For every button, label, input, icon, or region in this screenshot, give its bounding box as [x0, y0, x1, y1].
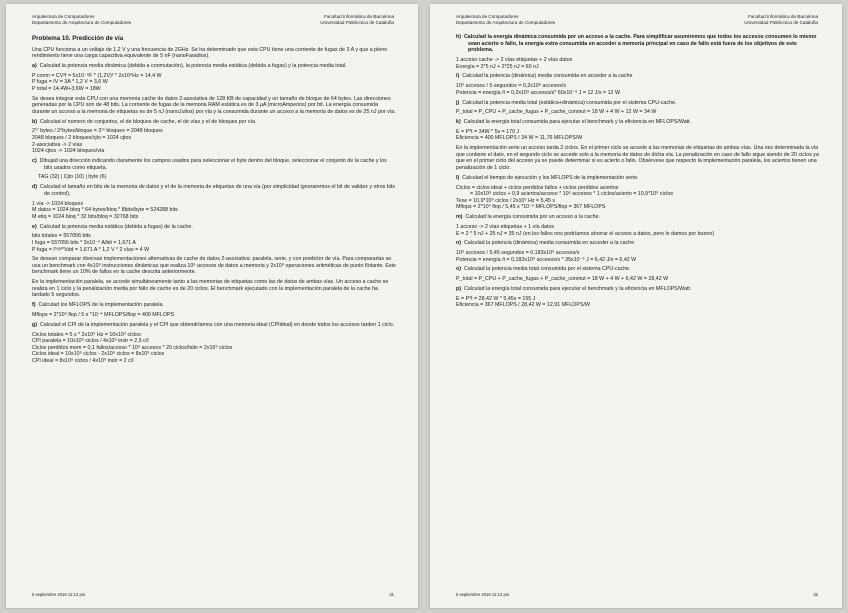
header-university: Universidad Politécnica de Cataluña: [320, 20, 394, 25]
answer-c: TAG (32) | Cjto (10) | byte (6): [38, 174, 107, 181]
intro-paragraph: Una CPU funciona a un voltaje de 1,2 V y una frecuencia de 2GHz. Se ha determinado que esta CPU tiene una corriente de fugas de 3 A y que a pleno rendimiento tiene una carga capacitiva equivalente de 5 nF (nanoFaradios).: [32, 46, 388, 60]
header-dept: Departamento de Arquitectura de Computadores: [32, 20, 132, 25]
question-a: a) Calculad la potencia media dinámica (debida a conmutación), la potencia media estática (debida a fugas) y la potencia media total.: [32, 62, 347, 69]
answer-d: 1 vía -> 1024 bloques M datos = 1024 bloq * 64 bytes/bloq * 8bits/byte = 524288 bits M etiq = 1024 bloq * 32 bits/bloq = 32768 bits: [32, 200, 178, 220]
page-left: [6, 4, 418, 608]
question-g: g) Calculad el CPI de la implementación paralela y el CPI que obtendríamos con una memoria ideal (CPIideal) en donde todos los accesos tarden 1 ciclo.: [32, 321, 395, 328]
question-j: j) Calculad la potencia media total (estática+dinámica) consumida por el sistema CPU-cache.: [456, 99, 677, 106]
page-footer: [32, 592, 394, 598]
question-m: m) Calculad la energía consumida por un acceso a la cache.: [456, 214, 601, 221]
answer-o: P_total = P_CPU + P_cache_fugas + P_cache_conmut = 18 W + 4 W + 6,42 W = 28,42 W: [456, 276, 669, 283]
header-faculty: Facultad Informática de Barcelona: [748, 14, 818, 19]
answer-k: E = P*t = 34W * 5s = 170 J Eficiencia = 400 MFLOPS / 34 W = 11,76 MFLOPS/W: [456, 128, 583, 142]
page-number: 31: [389, 592, 394, 597]
header-course: Arquitectura de Computadores: [32, 14, 95, 19]
header-university: Universidad Politécnica de Cataluña: [744, 20, 818, 25]
answer-m: 1 acceso -> 2 vías etiquetas + 1 vía datos E = 2 * 5 nJ + 25 nJ = 35 nJ (en los fallos nos podríamos ahorrar el acceso a datos, pero lo damos por bueno): [456, 223, 715, 237]
page-header: [32, 14, 394, 34]
parallel-paragraph: En la implementación paralela, se accede simultáneamente tanto a las memorias de etiquetas como las de datos de ambas vías. Un acceso a cache se realiza en 1 ciclo y la penalización media por fallo de cache es de 20 ciclos. El benchmark ejecutado con la implementación paralela de la cache ha tardado 5 segundos.: [32, 279, 389, 299]
question-b: b) Calculad el numero de conjuntos, el de bloques de cache, el de vías y el de bloques por vía.: [32, 118, 257, 125]
page-footer: [456, 592, 818, 598]
answer-b: 2¹⁷ bytes / 2⁶bytes/bloque = 2¹¹ bloques = 2048 bloques 2048 bloques / 2 bloques/cjto = 1024 cjtos 2-asociativa -> 2 vías 1024 cjtos -> 1024 bloques/vía: [32, 128, 163, 155]
serie-paragraph: En la implementación serie un acceso tarda 2 ciclos. En el primer ciclo se accede a las memorias de etiquetas de ambas vías. Una vez determinada la vía que contiene el dato, en el segundo ciclo se accede solo a la memoria de datos de dicha vía. La penalización en caso de fallo sigue siendo de 20 ciclos ya que en el primer ciclo del acceso ya se puede determinar si es acierto o fallo. Obsérvese que respecto la implementación paralela, los aciertos tienen una penalización de 1 ciclo.: [456, 145, 819, 171]
question-k: k) Calculad la energía total consumida para ejecutar el benchmark y la eficiencia en MFLOPS/Watt.: [456, 119, 692, 126]
header-course: Arquitectura de Computadores: [456, 14, 519, 19]
cache-paragraph: Se desea integrar esta CPU con una memoria cache de datos 2-asociativa de 128 KB de capacidad y un tamaño de bloque de 64 bytes. Las direcciones generadas por la CPU son de 48 bits. La corriente de fugas de la memoria RAM estática es de 3 µA (microAmperios) por bit. La energía consumida durante un acceso a la memoria de etiquetas es de 5 nJ (nanoJulios) por vía y la consumida durante un acceso a la memoria de datos es de 25 nJ por vía.: [32, 95, 396, 115]
page-number: 32: [813, 592, 818, 597]
question-f: f) Calculad los MFLOPS de la implementación paralela.: [32, 302, 164, 309]
page-header: [456, 14, 818, 34]
page-content: [32, 36, 396, 368]
answer-g: Ciclos totales = 5 s * 2x10⁹ Hz = 10x10⁹ ciclos CPI paralela = 10x10⁹ ciclos / 4x10⁹ instr = 2,5 c/I Ciclos perdidos mem = 0,1 fallos/acceso * 10⁹ accesos * 20 ciclos/fallo = 2x10⁹ ciclos Ciclos ideal = 10x10⁹ ciclos - 2x10⁹ ciclos = 8x10⁹ ciclos CPI ideal = 8x10⁹ ciclos / 4x10⁹ instr = 2 c/I: [32, 331, 233, 364]
footer-date: 5 septiembre 2016 12:12 pm: [32, 592, 86, 597]
answer-i: 10⁹ accesos / 5 segundos = 0,2x10⁹ accesos/s Potencia = energía /t = 0,2x10⁹ accesos/s* 60x10⁻⁹ J = 12 J/s = 12 W: [456, 83, 620, 96]
answer-p: E = P*t = 28,42 W * 5,45s = 155 J Eficiencia = 367 MFLOPS / 28,42 W = 12,91 MFLOPS/W: [456, 295, 590, 309]
page-right: [430, 4, 842, 608]
question-h: h) Calculad la energía dinámica consumida por un acceso a la cache. Para simplificar asumiremos que todos los accesos consumen lo mismo sean acierto o fallo, la energía extra consumida en acceder a memoria principal en caso de fallo está fuera de los objetivos de este problema.: [456, 34, 817, 54]
footer-date: 5 septiembre 2016 12:12 pm: [456, 592, 510, 597]
question-l: l) Calculad el tiempo de ejecución y los MFLOPS de la implementación serie.: [456, 174, 639, 181]
question-c: c) Dibujad una dirección indicando claramente los campos usados para seleccionar el byte dentro del bloque, seleccionar el conjunto de la cache y los bits usados como etiqueta.: [32, 158, 387, 171]
answer-j: P_total = P_CPU + P_cache_fugas + P_cache_conmut = 18 W + 4 W + 12 W = 34 W: [456, 109, 657, 116]
question-p: p) Calculad la energía total consumida para ejecutar el benchmark y la eficiencia en MFLOPS/Watt.: [456, 286, 692, 292]
header-dept: Departamento de Arquitectura de Computadores: [456, 20, 556, 25]
header-faculty: Facultad Informática de Barcelona: [324, 14, 394, 19]
answer-a: P conm = CV²f = 5x10⁻⁹F * (1,2V)² * 2x10⁹Hz = 14,4 W P fuga = IV = 3A * 1,2 V = 3,6 W P total = 14,4W+3,6W = 18W: [32, 72, 162, 92]
question-o: o) Calculad la potencia media total consumida por el sistema CPU-cache.: [456, 266, 631, 273]
answer-f: Mflops = 2*10⁹ flop / 5 s *10⁻⁶ MFLOPS/flop = 400 MFLOPS: [32, 312, 175, 318]
problem-title: Problema 10. Predicción de vía: [32, 35, 124, 42]
question-i: i) Calculad la potencia (dinámica) media consumida en acceder a la cache: [456, 73, 633, 80]
question-e: e) Calculad la potencia media estática (debida a fugas) de la cache.: [32, 223, 193, 230]
answer-e: bits totales = 557056 bits I fuga = 557056 bits * 3x10⁻⁶ A/bit = 1,671 A P fuga = Iᶠᵘᵍᵃ*Vdd = 1,671 A * 1,2 V * 2 vías = 4 W: [32, 233, 150, 253]
answer-h: 1 acceso cache -> 2 vías etiquetas + 2 vías datos Energía = 2*5 nJ + 2*25 nJ = 60 nJ: [456, 56, 573, 70]
page-content: [456, 34, 820, 312]
comparison-paragraph: Se desean comparar diversas implementaciones alternativas de cache de datos 2-asociativa: paralela, serie, y con predictor de vía. Para compararlas se usa un benchmark con 4x10⁹ instrucciones dinámicas que realiza 10⁹ accesos de datos a memoria y 2x10⁹ operaciones aritméticas de punto flotante. Este benchmark tiene un 10% de fallos en la cache descrita anteriormente.: [32, 256, 396, 276]
answer-n: 10⁹ accesos / 5,45 segundos = 0,183x10⁹ accesos/s Potencia = energía /t = 0,183x10⁹ accesos/s * 35x10⁻⁹ J = 6,42 J/s = 6,42 W: [456, 250, 637, 263]
answer-l: Ciclos = ciclos ideal + ciclos perdidos fallos + ciclos perdidos aciertos = 10x10⁹ ciclos + 0,9 aciertos/acceso * 10⁹ accesos * 1 ciclos/acierto = 10,9*10⁹ ciclos Texe = 10,9*10⁹ ciclos / 2x10⁹ Hz = 5,45 s Mflops = 2*10⁹ flop / 5,45 s *10⁻⁶ MFLOPS/flop = 367 MFLOPS: [456, 184, 674, 211]
question-n: n) Calculad la potencia (dinámica) media consumida en acceder a la cache: [456, 240, 635, 247]
question-d: d) Calculad el tamaño en bits de la memoria de datos y el de la memoria de etiquetas de una vía (por simplicidad ignoraremos el bit de validez y otros bits de control).: [32, 184, 396, 197]
